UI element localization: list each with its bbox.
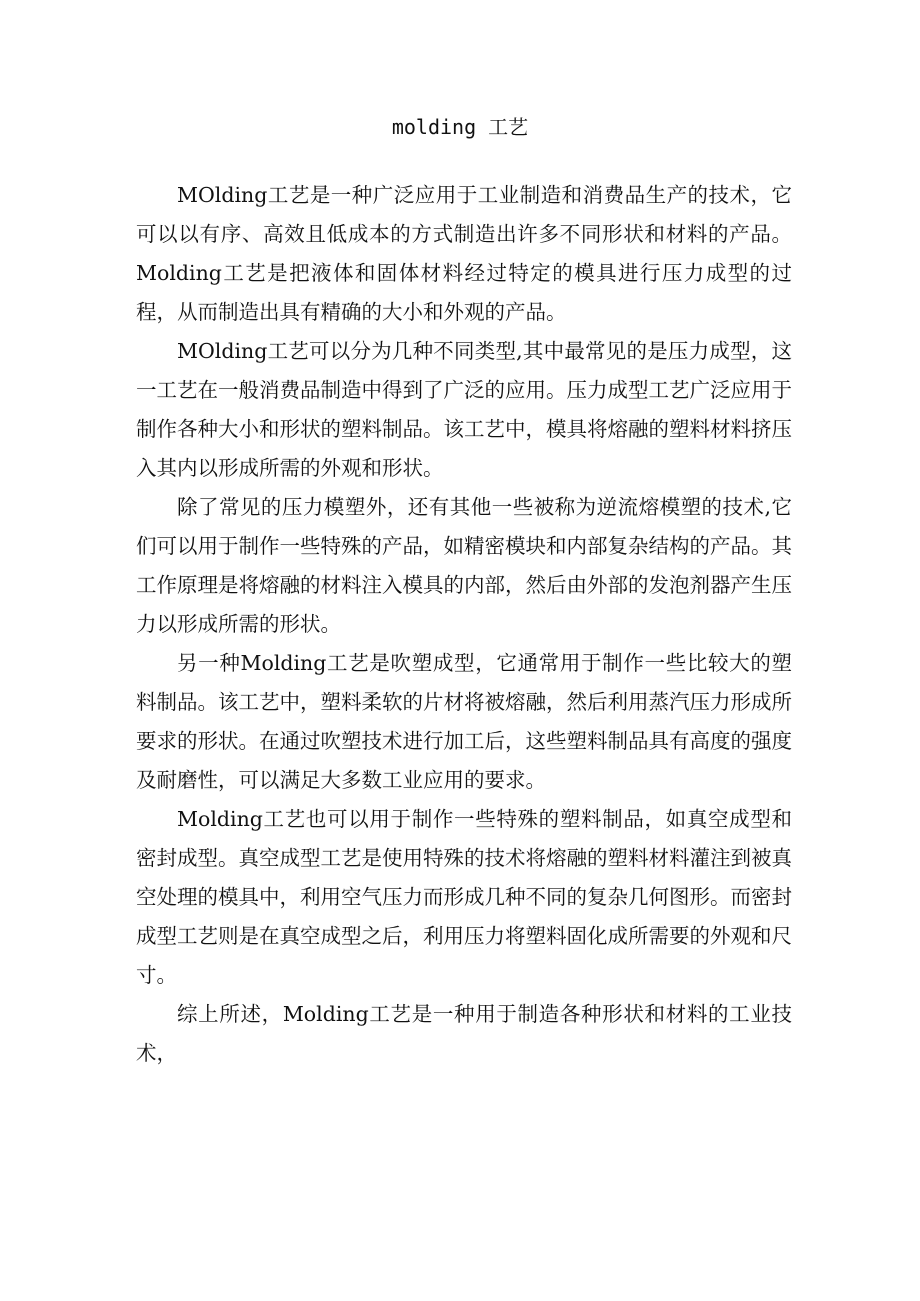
- paragraph-4: 另一种Molding工艺是吹塑成型，它通常用于制作一些比较大的塑料制品。该工艺中，塑料柔软的片材将被熔融，然后利用蒸汽压力形成所要求的形状。在通过吹塑技术进行加工后，这些塑料制品具有高度的强度及耐磨性，可以满足大多数工业应用的要求。: [136, 651, 792, 792]
- document-body: [136, 176, 792, 1073]
- paragraph-2: MOlding工艺可以分为几种不同类型,其中最常见的是压力成型，这一工艺在一般消费品制造中得到了广泛的应用。压力成型工艺广泛应用于制作各种大小和形状的塑料制品。该工艺中，模具将熔融的塑料材料挤压入其内以形成所需的外观和形状。: [136, 339, 792, 480]
- paragraph-6: 综上所述，Molding工艺是一种用于制造各种形状和材料的工业技术，: [136, 1002, 792, 1065]
- document-title: molding 工艺: [391, 115, 529, 139]
- paragraph-1: MOlding工艺是一种广泛应用于工业制造和消费品生产的技术，它可以以有序、高效且低成本的方式制造出许多不同形状和材料的产品。Molding工艺是把液体和固体材料经过特定的模具进行压力成型的过程，从而制造出具有精确的大小和外观的产品。: [136, 183, 792, 324]
- paragraph-5: Molding工艺也可以用于制作一些特殊的塑料制品，如真空成型和密封成型。真空成型工艺是使用特殊的技术将熔融的塑料材料灌注到被真空处理的模具中，利用空气压力而形成几种不同的复杂几何图形。而密封成型工艺则是在真空成型之后，利用压力将塑料固化成所需要的外观和尺寸。: [136, 807, 792, 987]
- paragraph-3: 除了常见的压力模塑外，还有其他一些被称为逆流熔模塑的技术,它们可以用于制作一些特殊的产品，如精密模块和内部复杂结构的产品。其工作原理是将熔融的材料注入模具的内部，然后由外部的发泡剂器产生压力以形成所需的形状。: [136, 495, 792, 636]
